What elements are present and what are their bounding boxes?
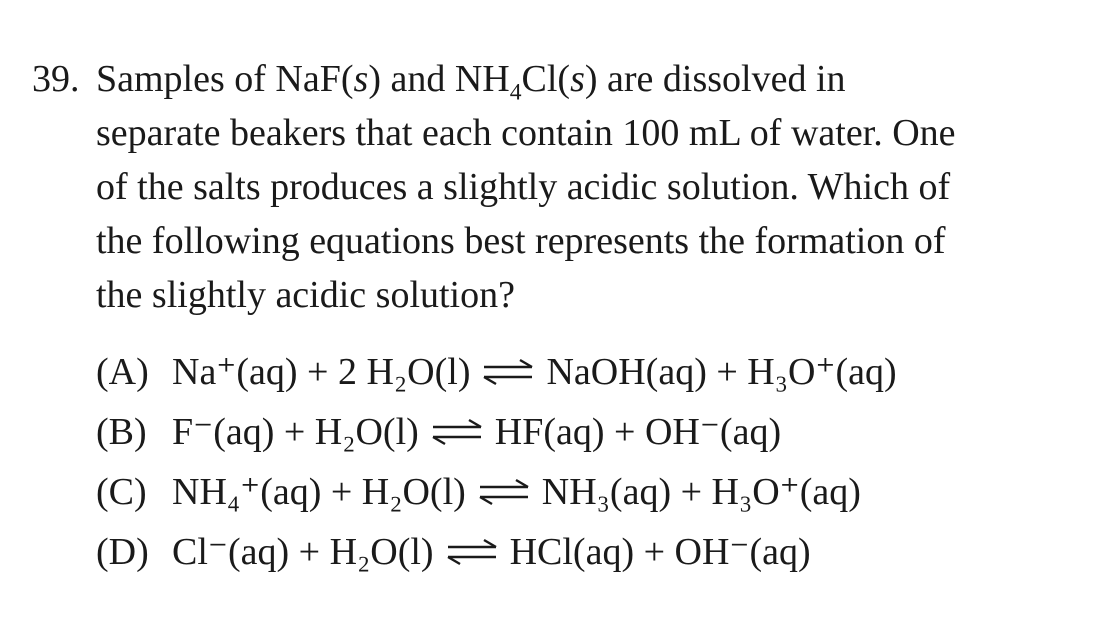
question-line-4: the following equations best represents the formation of	[96, 220, 946, 262]
choice-c[interactable]	[96, 462, 897, 522]
question-first-row	[32, 52, 1072, 106]
equation-products: NaOH(aq) + H₃O⁺(aq)	[546, 351, 897, 393]
question-number: 39.	[32, 58, 80, 100]
equation-products: HF(aq) + OH⁻(aq)	[494, 411, 782, 453]
question-line-3: of the salts produces a slightly acidic solution. Which of	[96, 166, 951, 208]
answer-choices	[96, 342, 897, 582]
equilibrium-arrow-icon	[480, 358, 536, 386]
equation-reactants: NH₄⁺(aq) + H₂O(l)	[172, 471, 466, 513]
equation-products: HCl(aq) + OH⁻(aq)	[509, 531, 811, 573]
choice-letter: (C)	[96, 471, 147, 513]
choice-a[interactable]	[96, 342, 897, 402]
choice-b[interactable]	[96, 402, 897, 462]
choice-letter: (A)	[96, 351, 149, 393]
question-stem	[32, 52, 1072, 322]
equation-reactants: F⁻(aq) + H₂O(l)	[172, 411, 419, 453]
choice-letter: (D)	[96, 531, 149, 573]
choice-d[interactable]	[96, 522, 897, 582]
question-line-2: separate beakers that each contain 100 mL of water. One	[96, 112, 956, 154]
equilibrium-arrow-icon	[444, 538, 500, 566]
question-line-5: the slightly acidic solution?	[96, 274, 515, 316]
equation-reactants: Cl⁻(aq) + H₂O(l)	[172, 531, 434, 573]
question-line-1: Samples of NaF(s) and $NH_4Cl(s)$ are dissolved in	[96, 58, 846, 106]
equilibrium-arrow-icon	[476, 478, 532, 506]
equation-reactants: Na⁺(aq) + 2 H₂O(l)	[172, 351, 471, 393]
equation-products: NH₃(aq) + H₃O⁺(aq)	[541, 471, 861, 513]
choice-letter: (B)	[96, 411, 147, 453]
equilibrium-arrow-icon	[429, 418, 485, 446]
